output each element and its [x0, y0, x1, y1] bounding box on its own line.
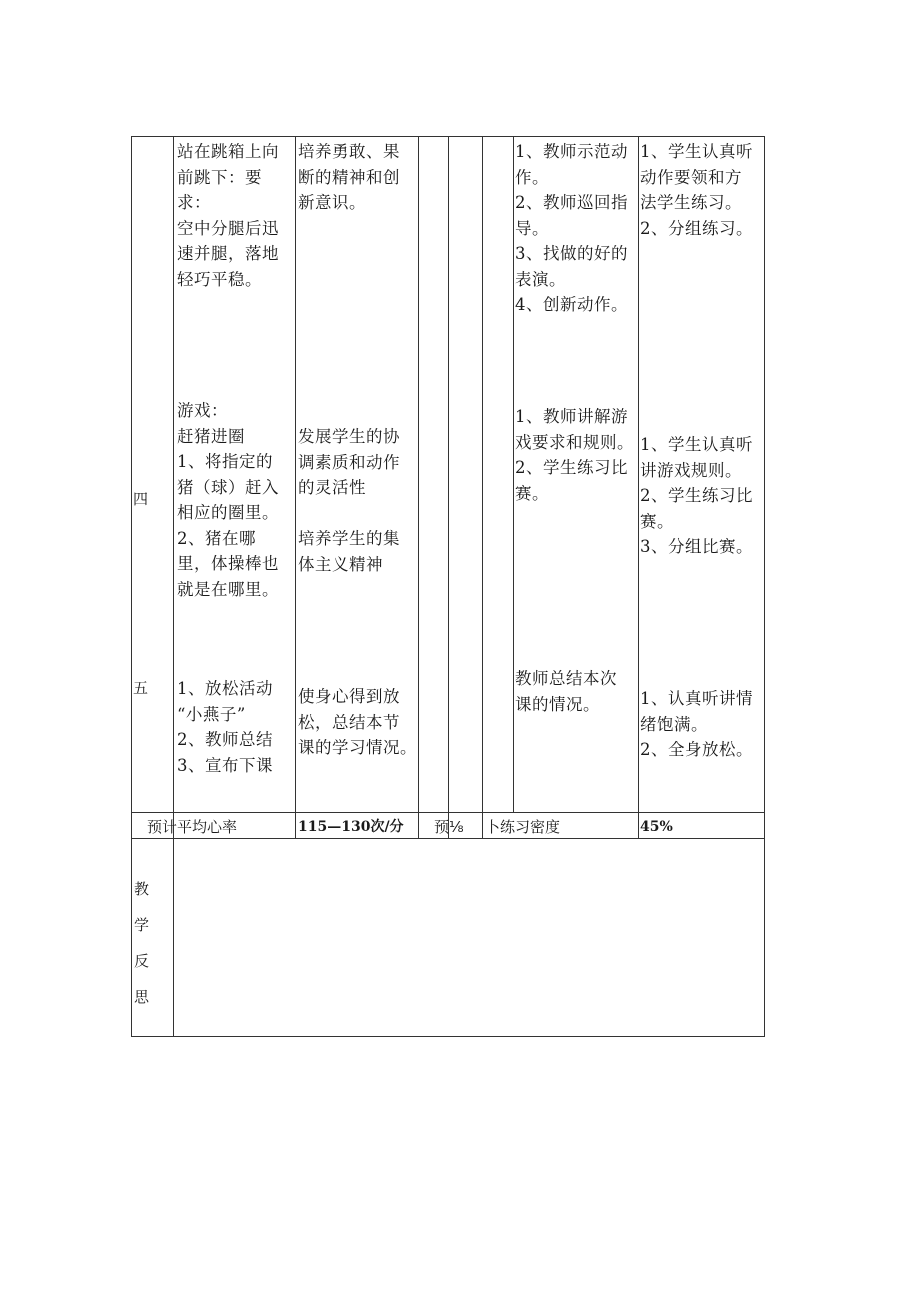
game-teacher-activity: 1、教师讲解游 戏要求和规则。 2、学生练习比 赛。	[515, 407, 634, 503]
column-divider	[513, 136, 514, 812]
relax-teacher-activity: 教师总结本次 课的情况。	[515, 669, 617, 714]
density-value: 45%	[640, 819, 673, 835]
game-goal: 发展学生的协 调素质和动作 的灵活性 培养学生的集 体主义精神	[298, 427, 400, 574]
row-divider	[131, 812, 765, 813]
heart-rate-value: 115—130次/分	[298, 819, 404, 835]
jump-goal: 培养勇敢、果 断的精神和创 新意识。	[298, 142, 400, 212]
column-divider	[173, 136, 174, 1036]
game-student-activity: 1、学生认真听 讲游戏规则。 2、学生练习比 赛。 3、分组比赛。	[640, 435, 753, 556]
jump-student-activity: 1、学生认真听 动作要领和方 法学生练习。 2、分组练习。	[640, 142, 753, 238]
relax-content: 1、放松活动 “小燕子” 2、教师总结 3、宣布下课	[177, 679, 273, 775]
relax-goal: 使身心得到放 松，总结本节 课的学习情况。	[298, 687, 417, 757]
heart-rate-label: 预计平均心率	[147, 818, 238, 836]
reflection-label: 教 学 反 思	[134, 880, 150, 1006]
section-index-4: 四	[133, 490, 149, 508]
relax-student-activity: 1、认真听讲情 绪饱满。 2、全身放松。	[640, 689, 753, 759]
column-divider	[295, 136, 296, 839]
jump-teacher-activity: 1、教师示范动 作。 2、教师巡回指 导。 3、找做的好的 表演。 4、创新动作。	[515, 142, 628, 314]
density-label-part-a: 预⅛	[434, 818, 464, 836]
game-content: 游戏： 赶猪进圈 1、将指定的 猪（球）赶入 相应的圈里。 2、猪在哪 里，体操棒也 就是在哪里。	[177, 401, 279, 599]
table-border-right	[764, 136, 765, 1036]
table-border-bottom	[131, 1036, 765, 1037]
jump-content: 站在跳箱上向 前跳下：要求： 空中分腿后迅 速并腿，落地 轻巧平稳。	[177, 142, 279, 289]
column-divider	[418, 136, 419, 839]
column-divider	[482, 136, 483, 839]
table-border-left	[131, 136, 132, 1036]
section-index-5: 五	[133, 679, 149, 697]
table-border-top	[131, 136, 765, 137]
column-divider	[448, 136, 449, 839]
density-label-part-b: 卜练习密度	[485, 818, 561, 836]
row-divider	[131, 838, 765, 839]
